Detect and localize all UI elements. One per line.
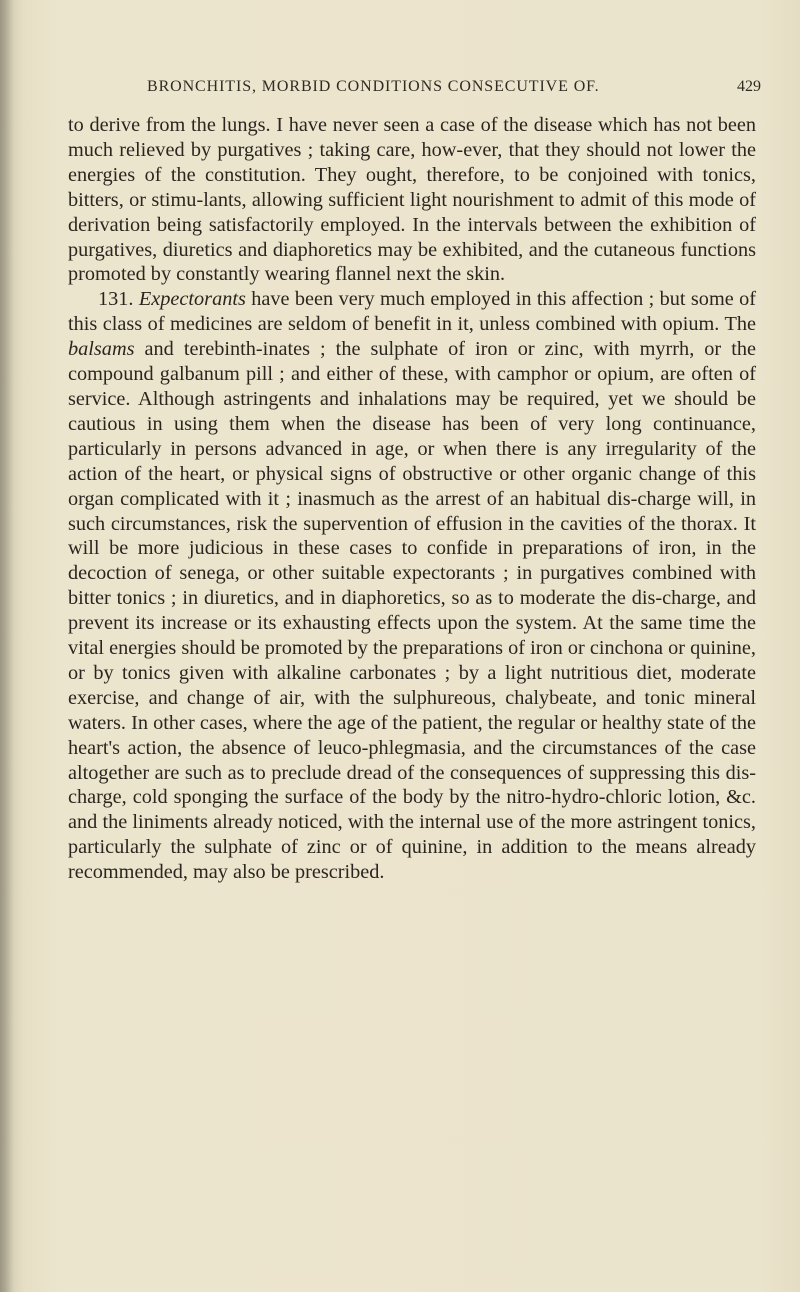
paragraph-text-a: have been very much employed in this affection ; but some of this class of medicines are seldom of benefit in it, unless combined with opium. The [68, 288, 756, 336]
paragraph-text-b: and terebinth-inates ; the sulphate of iron or zinc, with myrrh, or the compound galbanum pill ; and either of these, with camphor or opium, are often of service. Although astringents and inhalations may be required, yet we should be cautious in using them when the disease has been of very long continuance, particularly in persons advanced in age, or when there is any irregularity of the action of the heart, or physical signs of obstructive or other organic change of this organ complicated with it ; inasmuch as the arrest of an habitual dis-charge will, in such circumstances, risk the supervention of effusion in the cavities of the thorax. It will be more judicious in these cases to confide in preparations of iron, in the decoction of senega, or other suitable expectorants ; in purgatives combined with bitter tonics ; in diuretics, and in diaphoretics, so as to moderate the dis-charge, and prevent its increase or its exhausting effects upon the system. At the same time the vital energies should be promoted by the preparations of iron or cinchona or quinine, or by tonics given with alkaline carbonates ; by a light nutritious diet, moderate exercise, and change of air, with the sulphureous, chalybeate, and tonic mineral waters. In other cases, where the age of the patient, the regular or healthy state of the heart's action, the absence of leuco-phlegmasia, and the circumstances of the case altogether are such as to preclude dread of the consequences of suppressing this dis-charge, cold sponging the surface of the body by the nitro-hydro-chloric lotion, &c. and the liniments already noticed, with the internal use of the more astringent tonics, particularly the sulphate of zinc or of quinine, in addition to the means already recommended, may also be prescribed. [68, 338, 756, 884]
paragraph-continued: to derive from the lungs. I have never seen a case of the disease which has not been much relieved by purgatives ; taking care, how-ever, that they should not lower the energies of the constitution. They ought, therefore, to be conjoined with tonics, bitters, or stimu-lants, allowing sufficient light nourishment to admit of this mode of derivation being satisfactorily employed. In the intervals between the exhibition of purgatives, diuretics and diaphoretics may be exhibited, and the cutaneous functions promoted by constantly wearing flannel next the skin. [68, 114, 756, 286]
term-expectorants: Expectorants [138, 288, 246, 311]
binding-shadow [0, 0, 14, 1292]
paragraph-131 [68, 287, 756, 885]
section-number: 131. [98, 288, 134, 311]
body-text [68, 113, 756, 885]
running-head: BRONCHITIS, MORBID CONDITIONS CONSECUTIVE OF. [147, 78, 600, 95]
term-balsams: balsams [68, 338, 135, 361]
page-number: 429 [737, 78, 761, 95]
